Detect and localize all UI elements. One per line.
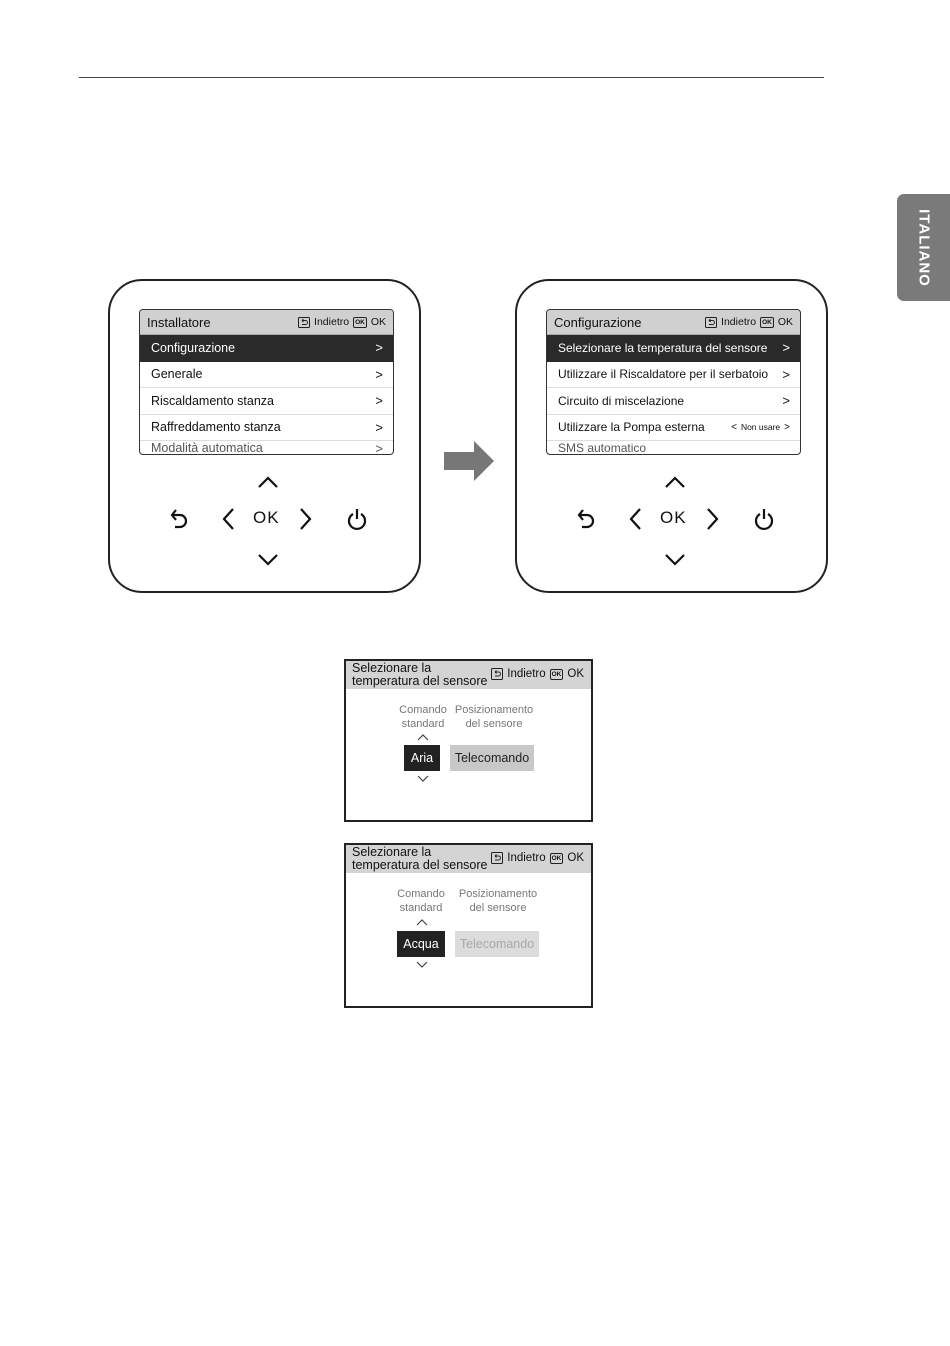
right-button-icon[interactable] — [299, 507, 313, 531]
option-value-selected[interactable]: Acqua — [397, 931, 445, 957]
column-header-posizionamento: Posizionamento del sensore — [458, 888, 538, 914]
lcd-screen-installatore — [139, 309, 394, 455]
menu-item-modalita-automatica[interactable] — [140, 441, 393, 455]
menu-item-raffreddamento[interactable] — [140, 415, 393, 442]
menu-item-configurazione[interactable] — [140, 335, 393, 362]
ok-key-icon: OK — [551, 670, 562, 678]
menu-item-label: Riscaldamento stanza — [151, 393, 274, 408]
header-hints — [298, 316, 386, 328]
chevron-down-icon[interactable] — [417, 775, 429, 783]
menu-item-label: Utilizzare il Riscaldatore per il serbatoio — [558, 367, 769, 382]
chevron-right-icon: > — [782, 340, 790, 356]
chevron-right-icon: > — [375, 441, 383, 455]
right-button-icon[interactable] — [706, 507, 720, 531]
chevron-right-icon: > — [375, 393, 383, 409]
back-hint-label: Indietro — [507, 668, 546, 680]
screen-title: Configurazione — [554, 314, 642, 330]
ok-key-icon: OK — [551, 854, 562, 862]
screen-title: Selezionare la temperatura del sensore — [352, 661, 488, 688]
menu-item-label: SMS automatico — [558, 441, 647, 455]
ok-button[interactable]: OK — [660, 508, 687, 527]
back-button-icon[interactable] — [168, 507, 190, 531]
back-key-icon — [491, 852, 503, 864]
remote-controller-left — [108, 279, 421, 593]
option-value-selected[interactable]: Aria — [404, 745, 440, 771]
menu-item-label: Configurazione — [151, 340, 236, 355]
menu-item-label: Utilizzare la Pompa esterna — [558, 420, 705, 435]
detail-header — [346, 661, 591, 689]
lcd-header — [547, 310, 800, 335]
selector-value: Non usare — [740, 422, 781, 433]
column-header-comando: Comando standard — [399, 704, 447, 730]
power-button-icon[interactable] — [753, 507, 775, 531]
menu-item-generale[interactable] — [140, 362, 393, 389]
ok-hint-label: OK — [567, 852, 584, 864]
left-button-icon[interactable] — [221, 507, 235, 531]
value-selector[interactable] — [731, 422, 790, 433]
ok-key-icon: OK — [355, 318, 365, 326]
sensor-screen-aria — [344, 659, 593, 822]
ok-hint-label: OK — [567, 668, 584, 680]
menu-item-riscaldatore-serbatoio[interactable] — [547, 362, 800, 389]
left-button-icon[interactable] — [628, 507, 642, 531]
down-button-icon[interactable] — [257, 553, 279, 567]
menu-item-label: Raffreddamento stanza — [151, 420, 281, 435]
lcd-screen-configurazione — [546, 309, 801, 455]
chevron-right-icon: > — [375, 340, 383, 356]
header-hints — [491, 668, 584, 681]
column-header-comando: Comando standard — [397, 888, 445, 914]
chevron-right-icon: > — [784, 421, 790, 433]
chevron-up-icon[interactable] — [416, 918, 428, 926]
menu-item-selezionare-temperatura[interactable] — [547, 335, 800, 362]
menu-item-label: Circuito di miscelazione — [558, 393, 685, 408]
option-value-disabled: Telecomando — [455, 931, 539, 957]
ok-key-icon: OK — [762, 318, 772, 326]
menu-item-pompa-esterna[interactable] — [547, 415, 800, 442]
back-hint-label: Indietro — [721, 316, 757, 328]
down-button-icon[interactable] — [664, 553, 686, 567]
menu-item-circuito-miscelazione[interactable] — [547, 388, 800, 415]
menu-item-sms-automatico[interactable] — [547, 441, 800, 455]
language-tab-label: ITALIANO — [915, 208, 932, 287]
back-key-icon — [491, 668, 503, 680]
keypad — [110, 471, 423, 581]
menu-item-riscaldamento[interactable] — [140, 388, 393, 415]
back-key-icon — [298, 317, 310, 328]
option-value[interactable]: Telecomando — [450, 745, 534, 771]
back-hint-label: Indietro — [314, 316, 350, 328]
back-hint-label: Indietro — [507, 852, 546, 864]
header-hints — [491, 852, 584, 865]
chevron-down-icon[interactable] — [416, 961, 428, 969]
language-tab — [897, 194, 950, 301]
chevron-left-icon: < — [731, 421, 737, 433]
chevron-up-icon[interactable] — [417, 733, 429, 741]
menu-item-label: Generale — [151, 367, 203, 382]
screen-title: Selezionare la temperatura del sensore — [352, 845, 488, 872]
sensor-screen-acqua — [344, 843, 593, 1008]
chevron-right-icon: > — [375, 419, 383, 435]
header-hints — [705, 316, 793, 328]
back-key-icon — [705, 317, 717, 328]
menu-item-label: Selezionare la temperatura del sensore — [558, 340, 768, 355]
ok-hint-label: OK — [370, 316, 386, 328]
detail-header — [346, 845, 591, 873]
ok-hint-label: OK — [777, 316, 793, 328]
chevron-right-icon: > — [782, 366, 790, 382]
up-button-icon[interactable] — [257, 475, 279, 489]
ok-button[interactable]: OK — [253, 508, 280, 527]
keypad — [517, 471, 830, 581]
header-rule — [79, 77, 824, 78]
lcd-header — [140, 310, 393, 335]
up-button-icon[interactable] — [664, 475, 686, 489]
column-header-posizionamento: Posizionamento del sensore — [454, 704, 534, 730]
chevron-right-icon: > — [782, 393, 790, 409]
arrow-right-icon — [444, 441, 496, 481]
back-button-icon[interactable] — [575, 507, 597, 531]
chevron-right-icon: > — [375, 366, 383, 382]
menu-item-label: Modalità automatica — [151, 441, 263, 455]
power-button-icon[interactable] — [346, 507, 368, 531]
remote-controller-right — [515, 279, 828, 593]
screen-title: Installatore — [147, 314, 211, 330]
